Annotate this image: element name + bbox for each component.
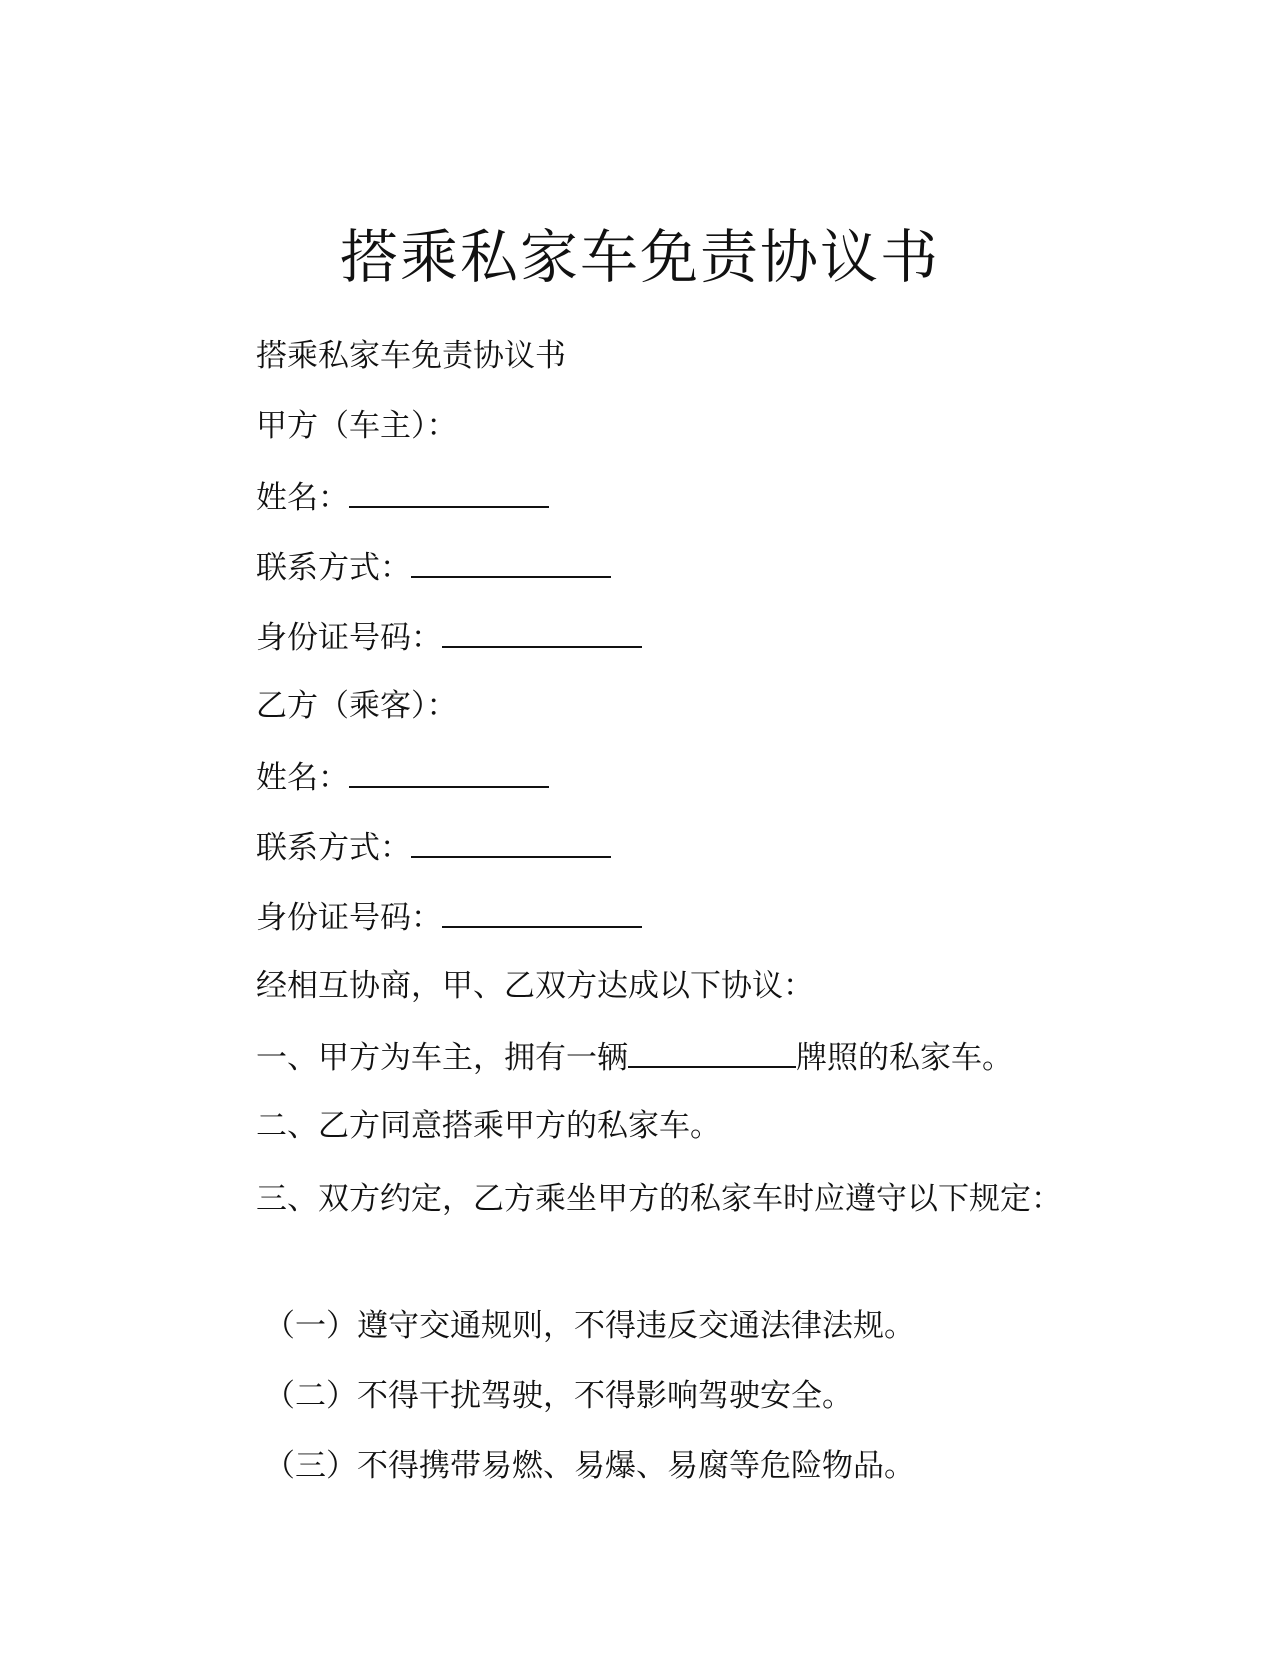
party-b-contact-row (256, 826, 611, 868)
rule-item: （二）不得干扰驾驶，不得影响驾驶安全。 (264, 1378, 853, 1414)
party-a-id-blank[interactable] (442, 616, 642, 648)
party-a-contact-label: 联系方式： (256, 550, 411, 586)
party-b-name-row (256, 756, 549, 798)
rule-item: （一）遵守交通规则，不得违反交通法律法规。 (264, 1308, 915, 1344)
party-b-id-blank[interactable] (442, 896, 642, 928)
license-plate-blank[interactable] (628, 1036, 796, 1068)
party-a-name-row (256, 476, 549, 518)
clause-1 (256, 1036, 1013, 1078)
rule-item: （三）不得携带易燃、易爆、易腐等危险物品。 (264, 1448, 915, 1484)
party-b-id-row (256, 896, 642, 938)
party-a-contact-blank[interactable] (411, 546, 611, 578)
party-a-id-label: 身份证号码： (256, 620, 442, 656)
party-b-contact-label: 联系方式： (256, 830, 411, 866)
party-b-contact-blank[interactable] (411, 826, 611, 858)
party-a-name-blank[interactable] (349, 476, 549, 508)
party-a-name-label: 姓名： (256, 480, 349, 516)
clause-1-text-after: 牌照的私家车。 (796, 1040, 1013, 1076)
party-b-name-blank[interactable] (349, 756, 549, 788)
intro-paragraph: 经相互协商，甲、乙双方达成以下协议： (256, 968, 814, 1004)
party-b-name-label: 姓名： (256, 760, 349, 796)
clause-3: 三、双方约定，乙方乘坐甲方的私家车时应遵守以下规定： (256, 1181, 1062, 1217)
clause-1-text-before: 一、甲方为车主，拥有一辆 (256, 1040, 628, 1076)
party-a-id-row (256, 616, 642, 658)
party-b-id-label: 身份证号码： (256, 900, 442, 936)
clause-2: 二、乙方同意搭乘甲方的私家车。 (256, 1108, 721, 1144)
party-a-contact-row (256, 546, 611, 588)
party-b-heading: 乙方（乘客）： (256, 688, 458, 724)
party-a-heading: 甲方（车主）： (256, 408, 458, 444)
document-title: 搭乘私家车免责协议书 (339, 223, 940, 291)
document-subtitle: 搭乘私家车免责协议书 (256, 338, 566, 374)
